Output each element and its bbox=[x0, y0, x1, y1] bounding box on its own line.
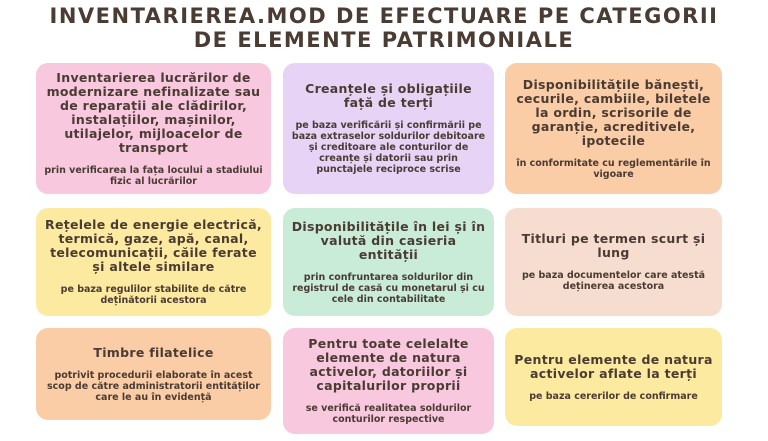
card-body: pe baza verificării și confirmării pe baza extraselor soldurilor debitoare și creditoare ale conturilor de creanțe și datorii sau prin punctajele reciproce scrise bbox=[291, 120, 486, 175]
card-heading: Inventarierea lucrărilor de modernizare nefinalizate sau de reparații ale clădirilor, instalațiilor, mașinilor, utilajelor, mijloacelor de transport bbox=[46, 69, 261, 155]
card-body: prin confruntarea soldurilor din registrul de casă cu monetarul și cu cele din contabilitate bbox=[292, 271, 485, 305]
card-titluri-termen bbox=[505, 208, 722, 316]
card-celelalte-elemente bbox=[283, 328, 494, 434]
card-heading: Titluri pe termen scurt și lung bbox=[521, 231, 706, 260]
card-timbre-filatelice bbox=[36, 328, 271, 420]
card-disponibilitati-banesti bbox=[505, 63, 722, 194]
card-body: prin verificarea la fața locului a stadiului fizic al lucrărilor bbox=[44, 164, 263, 187]
card-heading: Creanțele și obligațiile față de terți bbox=[305, 81, 472, 110]
card-body: pe baza regulilor stabilite de către deținătorii acestora bbox=[60, 284, 247, 306]
card-lucrari-modernizare bbox=[36, 63, 271, 194]
card-heading: Timbre filatelice bbox=[93, 344, 214, 360]
page-title bbox=[0, 4, 768, 52]
card-body: se verifică realitatea soldurilor conturilor respective bbox=[305, 403, 472, 425]
title-line-1: INVENTARIEREA.MOD DE EFECTUARE PE CATEGORII bbox=[49, 4, 719, 28]
card-body: în conformitate cu reglementările în vigoare bbox=[516, 157, 711, 180]
card-active-terti bbox=[505, 328, 722, 426]
title-line-2: DE ELEMENTE PATRIMONIALE bbox=[193, 28, 575, 52]
card-heading: Disponibilitățile bănești, cecurile, cambiile, biletele la ordin, scrisorile de garanție, acreditivele, ipotecile bbox=[516, 76, 711, 148]
card-heading: Pentru elemente de natura activelor aflate la terți bbox=[514, 351, 713, 381]
card-retele-energie bbox=[36, 208, 271, 316]
card-body: potrivit procedurii elaborate în acest scop de către administratorii entităților care le au în evidență bbox=[47, 369, 260, 403]
card-body: pe baza cererilor de confirmare bbox=[529, 390, 698, 402]
card-disponibilitati-casierie bbox=[283, 208, 494, 316]
card-heading: Rețelele de energie electrică, termică, gaze, apă, canal, telecomunicații, căile ferate și altele similare bbox=[45, 217, 262, 274]
card-heading: Pentru toate celelalte elemente de natura activelor, datoriilor și capitalurilor proprii bbox=[308, 336, 469, 393]
card-body: pe baza documentelor care atestă deținerea acestora bbox=[521, 270, 706, 292]
card-creante-obligatii bbox=[283, 63, 494, 194]
card-heading: Disponibilitățile în lei și în valută din casieria entității bbox=[291, 218, 486, 262]
